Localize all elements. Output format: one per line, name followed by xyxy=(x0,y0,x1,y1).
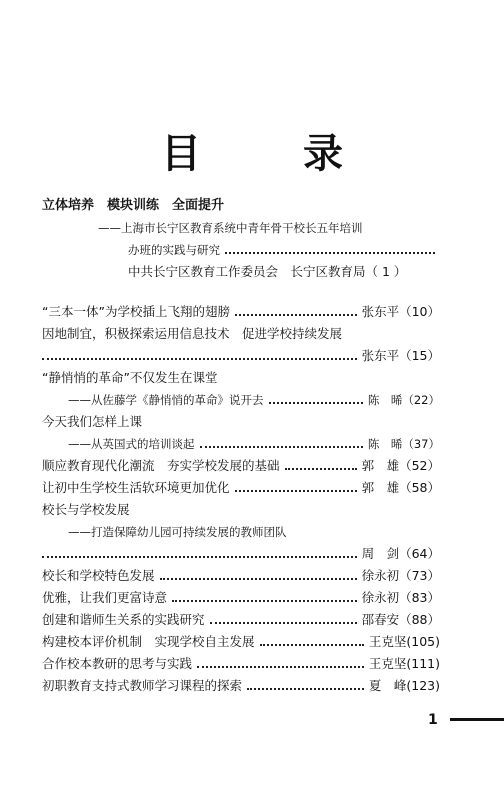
toc-entry-author-page: 王克坚(111) xyxy=(368,656,440,671)
toc-entry xyxy=(42,298,440,320)
dot-leader xyxy=(197,666,364,668)
dot-leader xyxy=(285,468,357,470)
toc-entry xyxy=(128,258,440,280)
toc-entry-title: 今天我们怎样上课 xyxy=(42,414,143,429)
toc-entry-author-page: 张东平（15） xyxy=(361,348,440,363)
toc-entry-author-page: 夏 峰(123) xyxy=(368,678,440,693)
toc-entry xyxy=(68,430,440,452)
dot-leader xyxy=(160,578,357,580)
dot-leader xyxy=(200,446,363,448)
dot-leader xyxy=(225,252,435,254)
toc-entry xyxy=(42,408,440,430)
toc-entry-title: ——从佐藤学《静悄悄的革命》说开去 xyxy=(68,393,264,407)
toc-entry-title: 创建和谐师生关系的实践研究 xyxy=(42,612,205,627)
toc-entry-title: 因地制宜，积极探索运用信息技术 促进学校持续发展 xyxy=(42,326,343,341)
dot-leader xyxy=(235,490,357,492)
toc-entry-author-page: 郭 雄（52） xyxy=(361,458,440,473)
toc-entry-author-page: 邵春安（88） xyxy=(361,612,440,627)
dot-leader xyxy=(235,314,357,316)
toc-entry xyxy=(42,584,440,606)
toc-entry-title: ——打造保障幼儿园可持续发展的教师团队 xyxy=(68,525,287,539)
toc-entry xyxy=(42,496,440,518)
toc-entry xyxy=(98,214,440,236)
toc-entry-author-page: 陈 晞（22） xyxy=(367,393,440,407)
toc-entry-title: 构建校本评价机制 实现学校自主发展 xyxy=(42,634,255,649)
toc-entry xyxy=(128,236,440,258)
page-number: 1 xyxy=(428,712,438,728)
toc-entry-title: 顺应教育现代化潮流 夯实学校发展的基础 xyxy=(42,458,280,473)
toc-entry xyxy=(42,320,440,342)
toc-entry-author-page: 郭 雄（58） xyxy=(361,480,440,495)
page-number-rule xyxy=(450,718,504,721)
toc-entry-title: 立体培养 模块训练 全面提升 xyxy=(42,198,225,213)
dot-leader xyxy=(42,358,357,360)
toc-entry-title: 校长和学校特色发展 xyxy=(42,568,155,583)
toc-entry-author-page: 徐永初（83） xyxy=(361,590,440,605)
dot-leader xyxy=(247,688,364,690)
toc-entry xyxy=(42,672,440,694)
toc-entry xyxy=(42,364,440,386)
toc-entry xyxy=(42,540,440,562)
dot-leader xyxy=(269,402,363,404)
toc-entry xyxy=(68,518,440,540)
toc-entry-author-page: 张东平（10） xyxy=(361,304,440,319)
toc-entry xyxy=(42,452,440,474)
toc-entry-author-page: 陈 晞（37） xyxy=(367,437,440,451)
toc-entry-title: ——从英国式的培训谈起 xyxy=(68,437,195,451)
toc-entry xyxy=(42,606,440,628)
toc-entry-title: “三本一体”为学校插上飞翔的翅膀 xyxy=(42,304,230,319)
toc-entry-title: 初职教育支持式教师学习课程的探索 xyxy=(42,678,243,693)
toc-entry xyxy=(42,650,440,672)
dot-leader xyxy=(42,556,357,558)
toc-entry xyxy=(42,628,440,650)
toc-entry-author-page: 王克坚(105) xyxy=(368,634,440,649)
toc-entry-title: 优雅，让我们更富诗意 xyxy=(42,590,168,605)
toc-entry-title: “静悄悄的革命”不仅发生在课堂 xyxy=(42,370,218,385)
dot-leader xyxy=(260,644,364,646)
toc-entry-title: ——上海市长宁区教育系统中青年骨干校长五年培训 xyxy=(98,221,363,235)
toc-entry-title: 中共长宁区教育工作委员会 长宁区教育局（ 1 ） xyxy=(128,264,407,279)
toc-entry-title: 办班的实践与研究 xyxy=(128,243,220,257)
dot-leader xyxy=(172,600,357,602)
toc-entry xyxy=(42,192,440,214)
dot-leader xyxy=(210,622,357,624)
toc-entry-author-page: 周 剑（64） xyxy=(361,546,440,561)
toc-entry-title: 合作校本教研的思考与实践 xyxy=(42,656,193,671)
page-title: 目 录 xyxy=(161,131,387,177)
toc-entry xyxy=(42,474,440,496)
toc-entry-title: 让初中生学校生活软环境更加优化 xyxy=(42,480,230,495)
toc-entry-author-page: 徐永初（73） xyxy=(361,568,440,583)
toc-entry xyxy=(42,562,440,584)
toc-entry xyxy=(68,386,440,408)
toc-entry-title: 校长与学校发展 xyxy=(42,502,130,517)
toc-entry xyxy=(42,342,440,364)
